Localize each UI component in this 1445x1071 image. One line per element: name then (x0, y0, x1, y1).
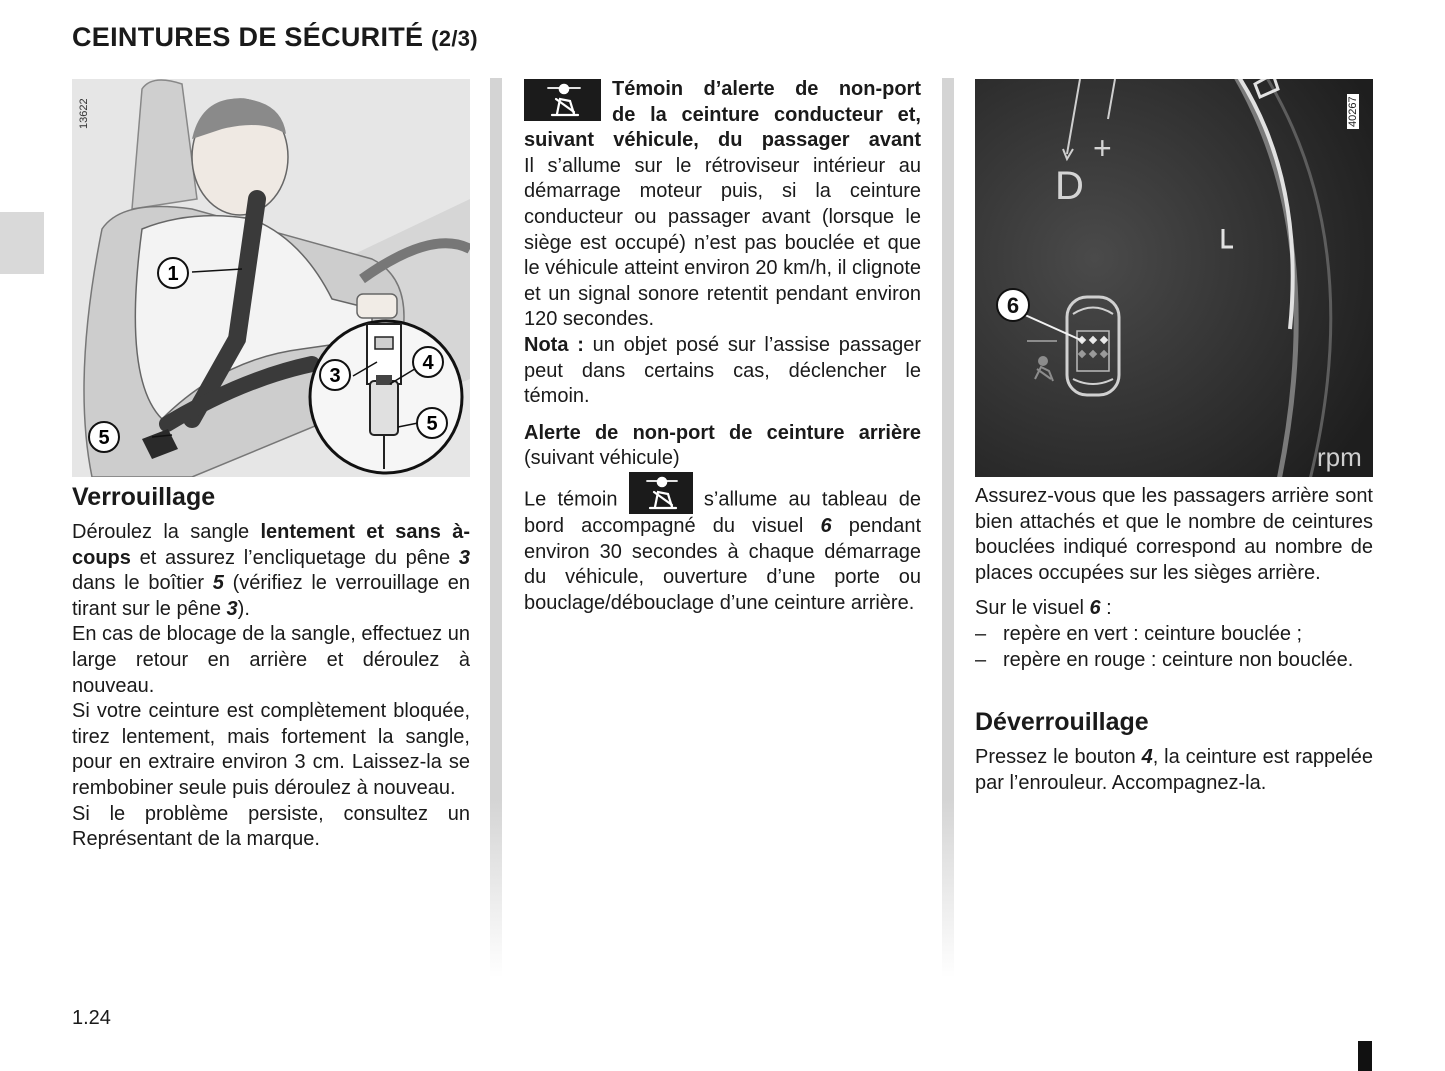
right-column (975, 484, 1373, 796)
paragraph: Si le problème persiste, consultez un Représentant de la marque. (72, 802, 470, 851)
section-tab (0, 212, 44, 274)
seatbelt-warning-icon (524, 79, 601, 121)
page-title-suffix: (2/3) (431, 26, 478, 51)
seatbelt-illustration (72, 79, 470, 477)
paragraph: Pressez le bouton 4, la ceinture est rappelée par l’enrouleur. Accompagnez-la. (975, 746, 1373, 794)
gear-letter: D (1055, 164, 1084, 208)
list-item: – repère en vert : ceinture bouclée ; (975, 622, 1373, 648)
page-corner-marker (1358, 1041, 1372, 1071)
rpm-label: rpm (1317, 442, 1362, 472)
list-item: – repère en rouge : ceinture non bouclée. (975, 648, 1373, 674)
callout-3: 3 (329, 365, 341, 387)
paragraph: Si votre ceinture est complètement bloquée, tirez lentement, mais fortement la sangle, pour en extraire environ 3 cm. Laissez-la se rembobiner seule puis déroulez à nouveau. (72, 700, 470, 799)
page-number: 1.24 (72, 1007, 111, 1029)
column-divider (942, 78, 954, 978)
alert-title-line-1: Témoin d’alerte de non-port (612, 78, 921, 100)
heading-deverrouillage: Déverrouillage (975, 708, 1149, 737)
gear-plus: + (1093, 130, 1112, 166)
paragraph: Déroulez la sangle lentement et sans à-coups et assurez l’encliquetage du pêne 3 dans le boîtier 5 (vérifiez le verrouillage en tirant sur le pêne 3). (72, 521, 471, 620)
alert-title-line-2: de la ceinture conducteur et, (612, 103, 921, 126)
callout-6: 6 (1006, 293, 1020, 318)
figure-code: 13622 (78, 98, 90, 129)
paragraph: En cas de blocage de la sangle, effectuez un large retour en arrière et déroulez à nouveau. (72, 623, 470, 697)
front-seatbelt-alert-title (524, 77, 921, 154)
page-title: CEINTURES DE SÉCURITÉ (2/3) (72, 22, 478, 52)
callout-5-right: 5 (426, 413, 438, 435)
paragraph: Il s’allume sur le rétroviseur intérieur au démarrage moteur puis, si la ceinture conducteur ou passager avant (lorsque le siège est occupé) n’est pas bouclée et que le véhicule atteint environ 20 km/h, il clignote et un signal sonore retentit pendant environ 120 secondes. (524, 154, 921, 331)
figure-code: 40267 (1347, 96, 1359, 127)
bullet-list (975, 622, 1373, 673)
left-column (72, 482, 470, 853)
rear-alert-title: Alerte de non-port de ceinture arrière (suivant véhicule) (524, 421, 921, 470)
callout-5-left: 5 (98, 427, 110, 449)
heading-verrouillage: Verrouillage (72, 483, 216, 511)
visual-intro: Sur le visuel 6 : (975, 597, 1112, 620)
seatbelt-warning-icon (629, 472, 693, 514)
dashboard-illustration (975, 79, 1373, 477)
callout-1: 1 (167, 263, 179, 285)
rear-alert-paragraph: Le témoin s’allume au tableau de bord accompagné du visuel 6 pendant environ 30 secondes à chaque démarrage du véhicule, ouverture d’une porte ou bouclage/débouclage d’une ceinture arrière. (524, 486, 921, 616)
nota-paragraph: Nota : un objet posé sur l’assise passager peut dans certains cas, déclencher le témoin. (524, 333, 921, 408)
middle-column (524, 77, 921, 616)
column-divider (490, 78, 502, 978)
paragraph: Assurez-vous que les passagers arrière sont bien attachés et que le nombre de ceintures bouclées indiqué correspond au nombre de places occupées sur les sièges arrière. (975, 485, 1373, 584)
callout-4: 4 (422, 352, 434, 374)
alert-title-line-3: suivant véhicule, du passager avant (524, 129, 921, 152)
